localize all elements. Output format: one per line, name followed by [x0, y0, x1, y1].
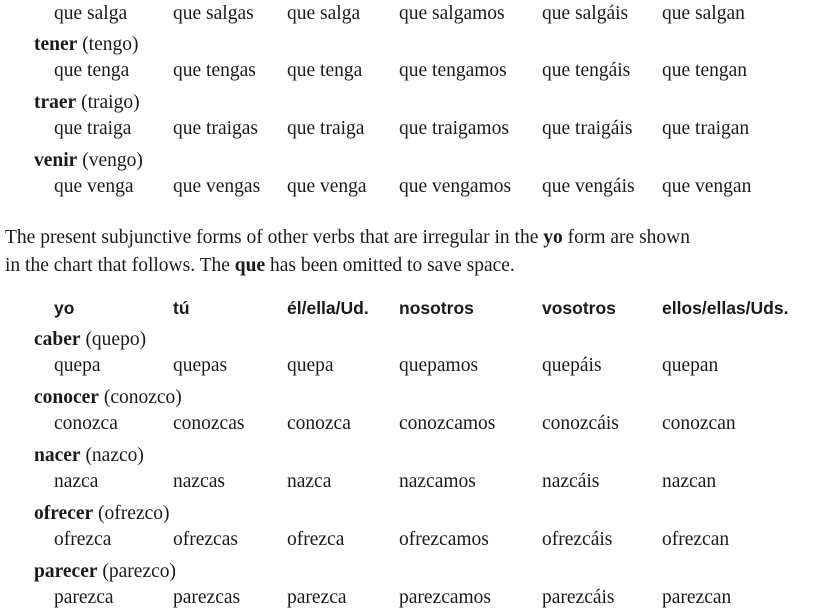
column-header: tú [173, 298, 190, 318]
form-el: conozca [287, 413, 351, 434]
form-yo: que tenga [54, 60, 130, 81]
form-tu: que vengas [173, 176, 261, 197]
form-vosotros: conozcáis [542, 413, 619, 434]
verb-yo-form: (quepo) [85, 329, 147, 350]
form-nosotros: nazcamos [399, 471, 476, 492]
paragraph-line-2 [5, 252, 515, 280]
verb-label [34, 384, 182, 412]
form-yo: que venga [54, 176, 134, 197]
column-header: yo [54, 298, 75, 318]
column-header: vosotros [542, 298, 616, 318]
form-el: que venga [287, 176, 367, 197]
form-tu: ofrezcas [173, 529, 238, 550]
column-header: él/ella/Ud. [287, 298, 369, 318]
form-el: ofrezca [287, 529, 345, 550]
verb-infinitive: conocer [34, 387, 99, 408]
verb-infinitive: parecer [34, 561, 98, 582]
form-nosotros: que salgamos [399, 3, 505, 24]
form-el: que tenga [287, 60, 363, 81]
form-yo: que traiga [54, 118, 132, 139]
form-tu: conozcas [173, 413, 245, 434]
paragraph-line-1 [5, 224, 690, 252]
form-ellos: conozcan [662, 413, 736, 434]
verb-yo-form: (traigo) [81, 92, 140, 113]
form-nosotros: que tengamos [399, 60, 507, 81]
form-ellos: ofrezcan [662, 529, 730, 550]
form-nosotros: que traigamos [399, 118, 509, 139]
verb-infinitive: caber [34, 329, 81, 350]
form-vosotros: que salgáis [542, 3, 629, 24]
form-vosotros: quepáis [542, 355, 602, 376]
form-vosotros: que tengáis [542, 60, 631, 81]
form-nosotros: ofrezcamos [399, 529, 489, 550]
verb-label [34, 326, 146, 354]
form-yo: nazca [54, 471, 99, 492]
form-ellos: que vengan [662, 176, 752, 197]
form-tu: que traigas [173, 118, 259, 139]
verb-infinitive: tener [34, 34, 78, 55]
form-nosotros: que vengamos [399, 176, 512, 197]
form-vosotros: nazcáis [542, 471, 600, 492]
column-header: ellos/ellas/Uds. [662, 298, 789, 318]
form-ellos: quepan [662, 355, 719, 376]
form-nosotros: parezcamos [399, 587, 492, 608]
form-vosotros: parezcáis [542, 587, 615, 608]
paragraph-text: form are shown [562, 227, 690, 248]
form-el: nazca [287, 471, 332, 492]
form-yo: que salga [54, 3, 128, 24]
form-el: que salga [287, 3, 361, 24]
form-yo: ofrezca [54, 529, 112, 550]
verb-yo-form: (parezco) [102, 561, 177, 582]
verb-label [34, 500, 170, 528]
form-el: que traiga [287, 118, 365, 139]
verb-yo-form: (tengo) [82, 34, 139, 55]
form-ellos: que tengan [662, 60, 748, 81]
form-tu: que salgas [173, 3, 254, 24]
verb-infinitive: nacer [34, 445, 81, 466]
form-nosotros: conozcamos [399, 413, 496, 434]
form-tu: nazcas [173, 471, 225, 492]
verb-infinitive: venir [34, 150, 78, 171]
verb-yo-form: (vengo) [82, 150, 143, 171]
form-ellos: parezcan [662, 587, 732, 608]
form-tu: que tengas [173, 60, 256, 81]
form-el: quepa [287, 355, 334, 376]
paragraph-text: in the chart that follows. The [5, 255, 235, 276]
form-ellos: nazcan [662, 471, 717, 492]
form-yo: quepa [54, 355, 101, 376]
form-vosotros: ofrezcáis [542, 529, 613, 550]
form-el: parezca [287, 587, 347, 608]
verb-label [34, 442, 144, 470]
form-yo: parezca [54, 587, 114, 608]
column-header: nosotros [399, 298, 474, 318]
form-ellos: que salgan [662, 3, 745, 24]
verb-yo-form: (ofrezco) [98, 503, 170, 524]
verb-label [34, 147, 143, 175]
paragraph-text: The present subjunctive forms of other verbs that are irregular in the [5, 227, 544, 248]
form-tu: quepas [173, 355, 228, 376]
verb-yo-form: (conozco) [103, 387, 182, 408]
form-tu: parezcas [173, 587, 241, 608]
form-yo: conozca [54, 413, 118, 434]
verb-infinitive: ofrecer [34, 503, 94, 524]
form-ellos: que traigan [662, 118, 750, 139]
form-nosotros: quepamos [399, 355, 479, 376]
verb-yo-form: (nazco) [85, 445, 144, 466]
verb-label [34, 558, 176, 586]
form-vosotros: que traigáis [542, 118, 633, 139]
paragraph-bold: que [234, 255, 266, 276]
verb-label [34, 89, 140, 117]
verb-label [34, 31, 139, 59]
verb-infinitive: traer [34, 92, 77, 113]
form-vosotros: que vengáis [542, 176, 635, 197]
paragraph-text: has been omitted to save space. [265, 255, 515, 276]
paragraph-bold: yo [543, 227, 563, 248]
